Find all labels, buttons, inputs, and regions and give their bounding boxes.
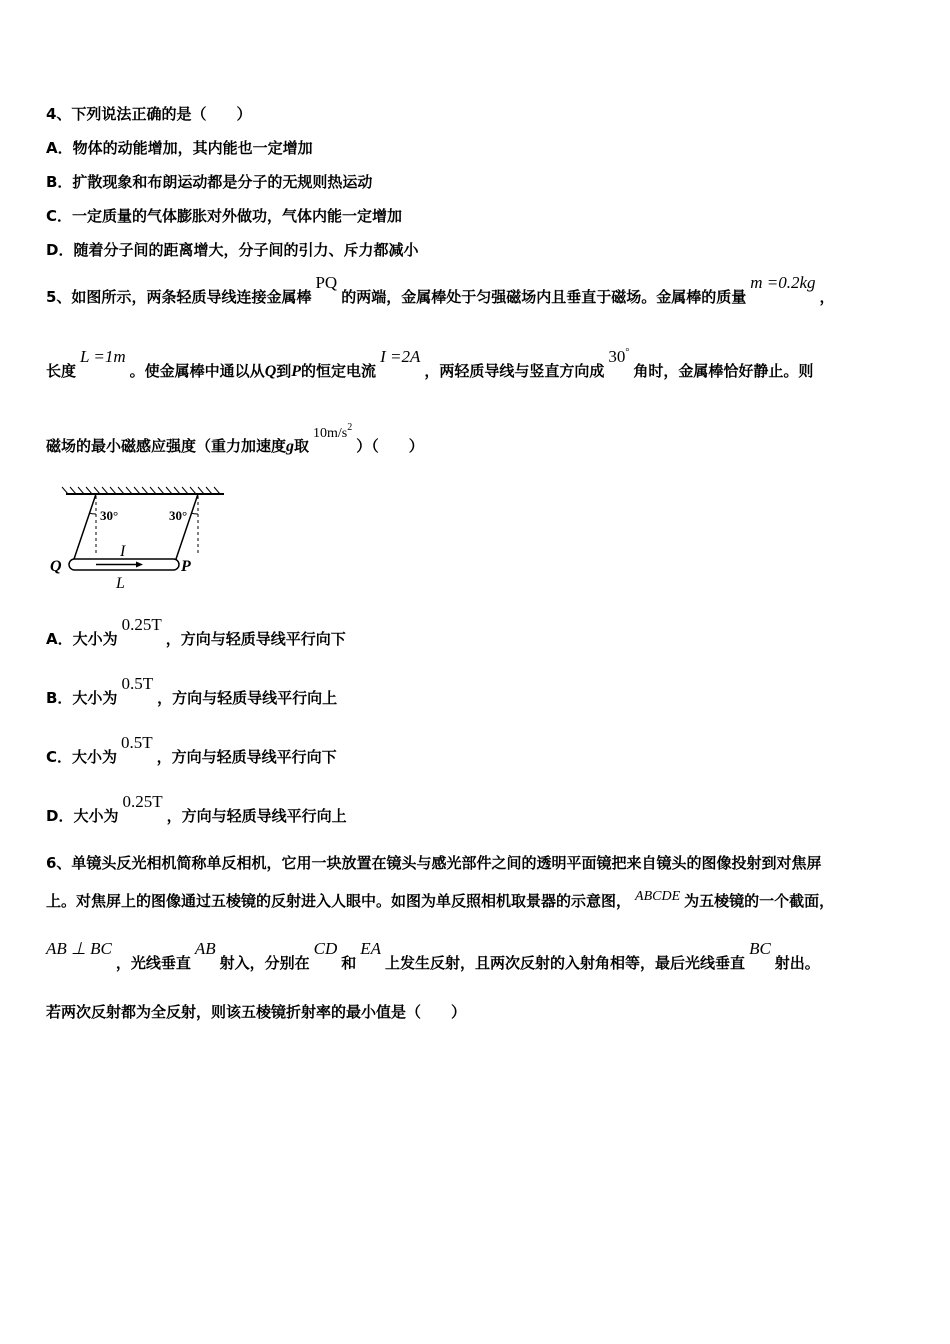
formula-mass: m =0.2kg [750,273,816,292]
q5-line-1: 5、如图所示，两条轻质导线连接金属棒PQ的两端，金属棒处于匀强磁场内且垂直于磁场。金属棒的质量m =0.2kg， [46,273,835,306]
q6-line-1: 6、单镜头反光相机简称单反相机，它用一块放置在镜头与感光部件之间的透明平面镜把来自镜头的图像投射到对焦屏 [46,854,822,872]
ceiling [62,487,224,494]
q5-line-3: 磁场的最小磁感应强度（重力加速度g取$10m/s^2$）（ ） [46,422,424,455]
formula-angle: 30° [608,347,630,366]
q6-line-3: AB ⊥ BC，光线垂直AB射入，分别在CD和EA上发生反射，且两次反射的入射角相等，最后光线垂直BC射出。 [46,939,820,972]
formula-pq: PQ [315,273,338,292]
q4-option-a: A．物体的动能增加，其内能也一定增加 [46,139,313,157]
q6-line-2: 上。对焦屏上的图像通过五棱镜的反射进入人眼中。如图为单反照相机取景器的示意图， ABCDE 为五棱镜的一个截面， [46,889,835,910]
formula-current: I =2A [380,347,421,366]
q4-option-d: D．随着分子间的距离增大，分子间的引力、斥力都减小 [46,241,419,259]
q5-option-a: A．大小为0.25T，方向与轻质导线平行向下 [46,615,346,648]
q6-line-4: 若两次反射都为全反射，则该五棱镜折射率的最小值是（ ） [46,1003,467,1021]
q4-option-b: B．扩散现象和布朗运动都是分子的无规则热运动 [46,173,373,191]
end-p-label: P [181,558,191,575]
length-label: L [116,575,125,592]
q4-stem: 4、下列说法正确的是（ ） [46,105,252,123]
left-angle-label: 30° [100,508,119,523]
left-wire [73,494,96,562]
right-wire [175,494,198,562]
q4-option-c: C．一定质量的气体膨胀对外做功，气体内能一定增加 [46,207,403,225]
rod-diagram [44,484,234,594]
q5-line-2: 长度L =1m。使金属棒中通以从Q到P的恒定电流I =2A，两轻质导线与竖直方向成30°角时，金属棒恰好静止。则 [46,347,814,380]
q5-option-c: C．大小为0.5T，方向与轻质导线平行向下 [46,733,337,766]
q5-option-b: B．大小为0.5T，方向与轻质导线平行向上 [46,674,338,707]
formula-gravity: $10m/s^2$ [313,422,353,441]
end-q-label: Q [50,558,62,575]
current-label: I [120,543,126,560]
formula-length: L =1m [80,347,126,366]
q5-option-d: D．大小为0.25T，方向与轻质导线平行向上 [46,792,347,825]
right-angle-label: 30° [169,508,188,523]
